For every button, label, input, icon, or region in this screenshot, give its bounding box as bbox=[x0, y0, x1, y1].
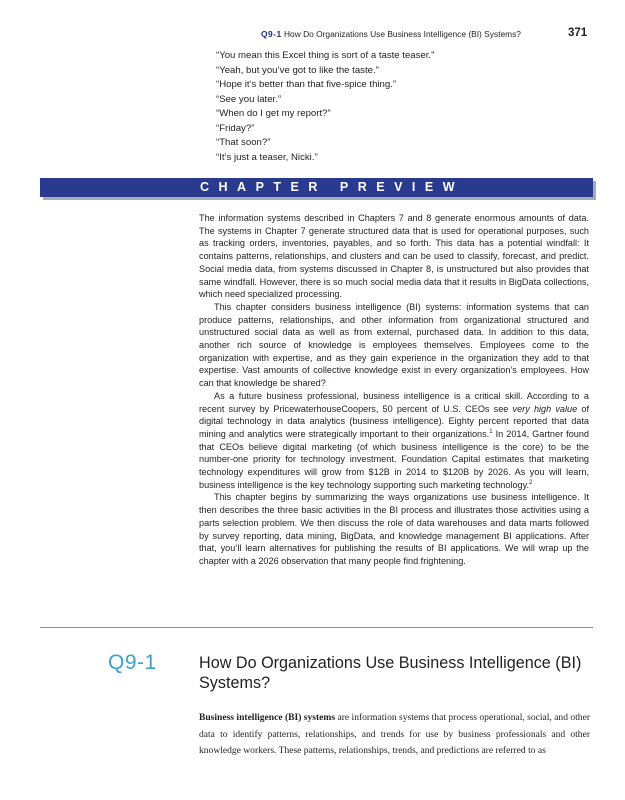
dialogue-line: “Friday?” bbox=[216, 122, 255, 134]
dialogue-excerpt bbox=[216, 49, 516, 165]
dialogue-line: “Yeah, but you’ve got to like the taste.” bbox=[216, 64, 379, 76]
dialogue-line: “See you later.” bbox=[216, 93, 282, 105]
dialogue-line: “It’s just a teaser, Nicki.” bbox=[216, 151, 318, 163]
preview-paragraph bbox=[199, 390, 589, 492]
body-paragraph bbox=[199, 710, 590, 760]
dialogue-line: “You mean this Excel thing is sort of a taste teaser.” bbox=[216, 50, 435, 61]
preview-emphasis: very high value bbox=[512, 403, 578, 414]
chapter-preview-banner bbox=[40, 178, 593, 197]
dialogue-line: “That soon?” bbox=[216, 137, 271, 148]
footnote-ref: 1 bbox=[489, 428, 493, 435]
chapter-preview-text bbox=[199, 212, 589, 568]
preview-text-run: As a future business professional, business intelligence is a critical skill. According to a recent survey by PricewaterhouseCoopers, 50 percent of U.S. CEOs see bbox=[199, 390, 589, 414]
section-divider bbox=[40, 627, 593, 628]
page-number: 371 bbox=[568, 27, 588, 39]
chapter-preview-heading: CHAPTER PREVIEW bbox=[200, 180, 465, 194]
preview-text-run: of digital technology in data analytics (business intelligence). Eighty percent reported that data mining and analytics were strategically important to their organizations. bbox=[199, 403, 589, 439]
dialogue-line: “When do I get my report?” bbox=[216, 108, 331, 119]
running-head-title: How Do Organizations Use Business Intelligence (BI) Systems? bbox=[284, 29, 521, 39]
running-head-section-number: Q9-1 bbox=[261, 29, 282, 39]
section-number: Q9-1 bbox=[108, 651, 157, 674]
preview-paragraph: This chapter considers business intelligence (BI) systems: information systems that can produce patterns, relationships, and other information from organizational structured and unstructured social data as well as from external, purchased data. In addition to this data, another rich source of knowledge is employees themselves. Employees come to the organization with expertise, and as they gain experience in the organization they add to that expertise. Vast amounts of collective knowledge exist in every organization’s employees. How can that knowledge be shared? bbox=[199, 301, 589, 389]
section-body bbox=[199, 710, 590, 760]
key-term: Business intelligence (BI) systems bbox=[199, 712, 336, 723]
section-title: How Do Organizations Use Business Intelligence (BI) Systems? bbox=[199, 654, 582, 692]
preview-paragraph: This chapter begins by summarizing the ways organizations use business intelligence. It then describes the three basic activities in the BI process and illustrates those activities using a parts selection problem. We then discuss the role of data warehouses and data marts followed by survey reporting, data mining, BigData, and knowledge management BI applications. After that, you’ll learn alternatives for publishing the results of BI applications. We will wrap up the chapter with a 2026 observation that many people find frightening. bbox=[199, 492, 589, 566]
body-text-run: are information systems that process operational, social, and other data to identify patterns, relationships, and trends for use by business professionals and other knowledge workers. These patterns, relationships, trends, and predictions are referred to as bbox=[199, 712, 590, 756]
dialogue-line: “Hope it’s better than that five-spice thing.” bbox=[216, 79, 397, 90]
running-head bbox=[0, 29, 625, 43]
preview-text-run: In 2014, Gartner found that CEOs believe digital marketing (of which business intelligence is the core) to be the number-one priority for technology investment. Foundation Capital estimates that marketing technology expenditures will grow from $12B in 2014 to $120B by 2026. As you will learn, business intelligence is the key technology supporting such marketing technology. bbox=[199, 428, 589, 490]
footnote-ref: 2 bbox=[529, 479, 533, 486]
preview-paragraph: The information systems described in Chapters 7 and 8 generate enormous amounts of data. The systems in Chapter 7 generate structured data that is used for operational purposes, such as tracking orders, inventories, payables, and so forth. This data has a potential windfall: It contains patterns, relationships, and clusters and can be used to classify, forecast, and predict. Social media data, from systems discussed in Chapter 8, is unstructured but also provides that same windfall. However, there is so much social media data that it results in BigData collections, which need specialized processing. bbox=[199, 213, 589, 300]
